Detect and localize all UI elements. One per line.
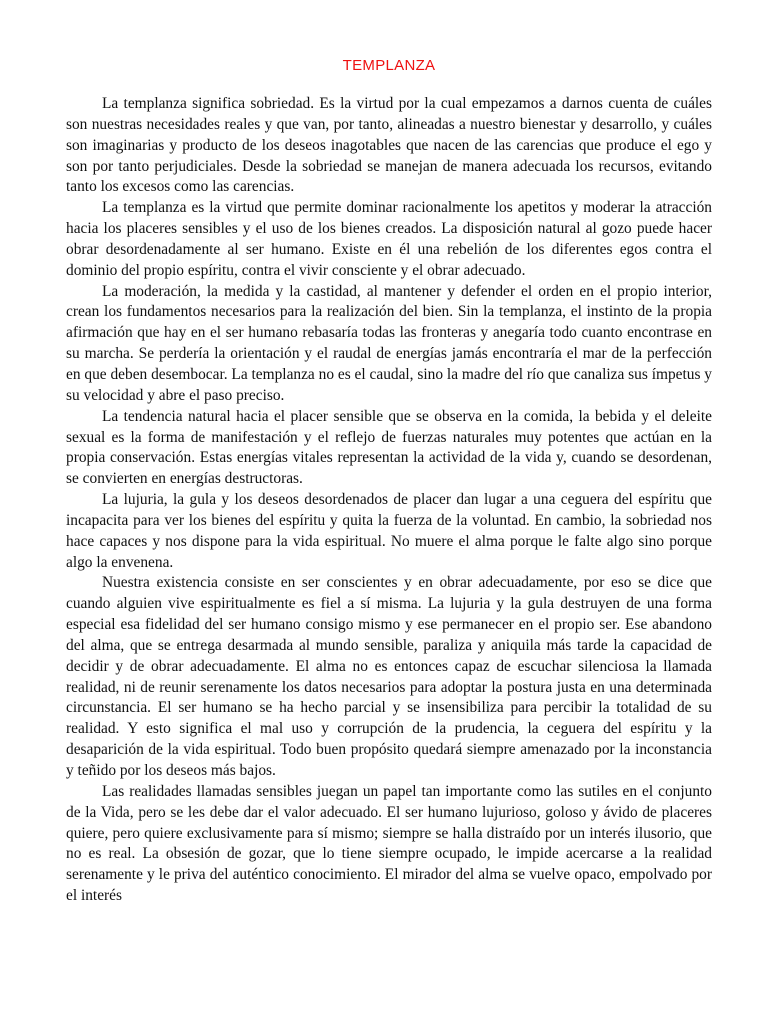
paragraph-7: Las realidades llamadas sensibles juegan un papel tan importante como las sutiles en el conjunto de la Vida, pero se les debe dar el valor adecuado. El ser humano lujurioso, goloso y ávido de placeres quiere, pero quiere exclusivamente para sí mismo; siempre se halla distraído por un interés ilusorio, que no es real. La obsesión de gozar, que lo tiene siempre ocupado, le impide acercarse a la realidad serenamente y le priva del auténtico conocimiento. El mirador del alma se vuelve opaco, empolvado por el interés xyxy=(66,782,712,905)
paragraph-3: La moderación, la medida y la castidad, al mantener y defender el orden en el propio interior, crean los fundamentos necesarios para la realización del bien. Sin la templanza, el instinto de la propia afirmación que hay en el ser humano rebasaría todas las fronteras y anegaría todo cuanto encontrase en su marcha. Se perdería la orientación y el raudal de energías jamás encontraría el mar de la perfección en que deben desembocar. La templanza no es el caudal, sino la madre del río que canaliza sus ímpetus y su velocidad y abre el paso preciso. xyxy=(66,282,712,404)
document-title: TEMPLANZA xyxy=(342,57,436,74)
paragraph-5: La lujuria, la gula y los deseos desordenados de placer dan lugar a una ceguera del espíritu que incapacita para ver los bienes del espíritu y quita la fuerza de la voluntad. En cambio, la sobriedad nos hace capaces y nos dispone para la vida espiritual. No muere el alma porque le falte algo sino porque algo la envenena. xyxy=(66,491,712,571)
paragraph-2: La templanza es la virtud que permite dominar racionalmente los apetitos y moderar la atracción hacia los placeres sensibles y el uso de los bienes creados. La disposición natural al gozo puede hacer obrar desordenadamente al ser humano. Existe en él una rebelión de los diferentes egos contra el dominio del propio espíritu, contra el vivir consciente y el obrar adecuado. xyxy=(66,199,712,279)
paragraph-1: La templanza significa sobriedad. Es la virtud por la cual empezamos a darnos cuenta de cuáles son nuestras necesidades reales y que van, por tanto, alineadas a nuestro bienestar y desarrollo, y cuáles son imaginarias y producto de los deseos inagotables que nacen de las carencias que produce el ego y son por tanto perjudiciales. Desde la sobriedad se manejan de manera adecuada los recursos, evitando tanto los excesos como las carencias. xyxy=(66,95,712,196)
paragraph-4: La tendencia natural hacia el placer sensible que se observa en la comida, la bebida y el deleite sexual es la forma de manifestación y el reflejo de fuerzas naturales muy potentes que actúan en la propia conservación. Estas energías vitales representan la actividad de la vida y, cuando se desordenan, se convierten en energías destructoras. xyxy=(66,407,712,488)
document-page xyxy=(66,56,712,907)
paragraph-6: Nuestra existencia consiste en ser conscientes y en obrar adecuadamente, por eso se dice que cuando alguien vive espiritualmente es fiel a sí misma. La lujuria y la gula destruyen de una forma especial esa fidelidad del ser humano consigo mismo y ese permanecer en el propio ser. Ese abandono del alma, que se entrega desarmada al mundo sensible, paraliza y aniquila más tarde la capacidad de decidir y de obrar adecuadamente. El alma no es entonces capaz de escuchar silenciosa la llamada realidad, ni de reunir serenamente los datos necesarios para adoptar la postura justa en una determinada circunstancia. El ser humano se ha hecho parcial y se insensibiliza para percibir la totalidad de su realidad. Y esto significa el mal uso y corrupción de la prudencia, la ceguera del espíritu y la desaparición de la vida espiritual. Todo buen propósito quedará siempre amenazado por la inconstancia y teñido por los deseos más bajos. xyxy=(66,574,712,779)
